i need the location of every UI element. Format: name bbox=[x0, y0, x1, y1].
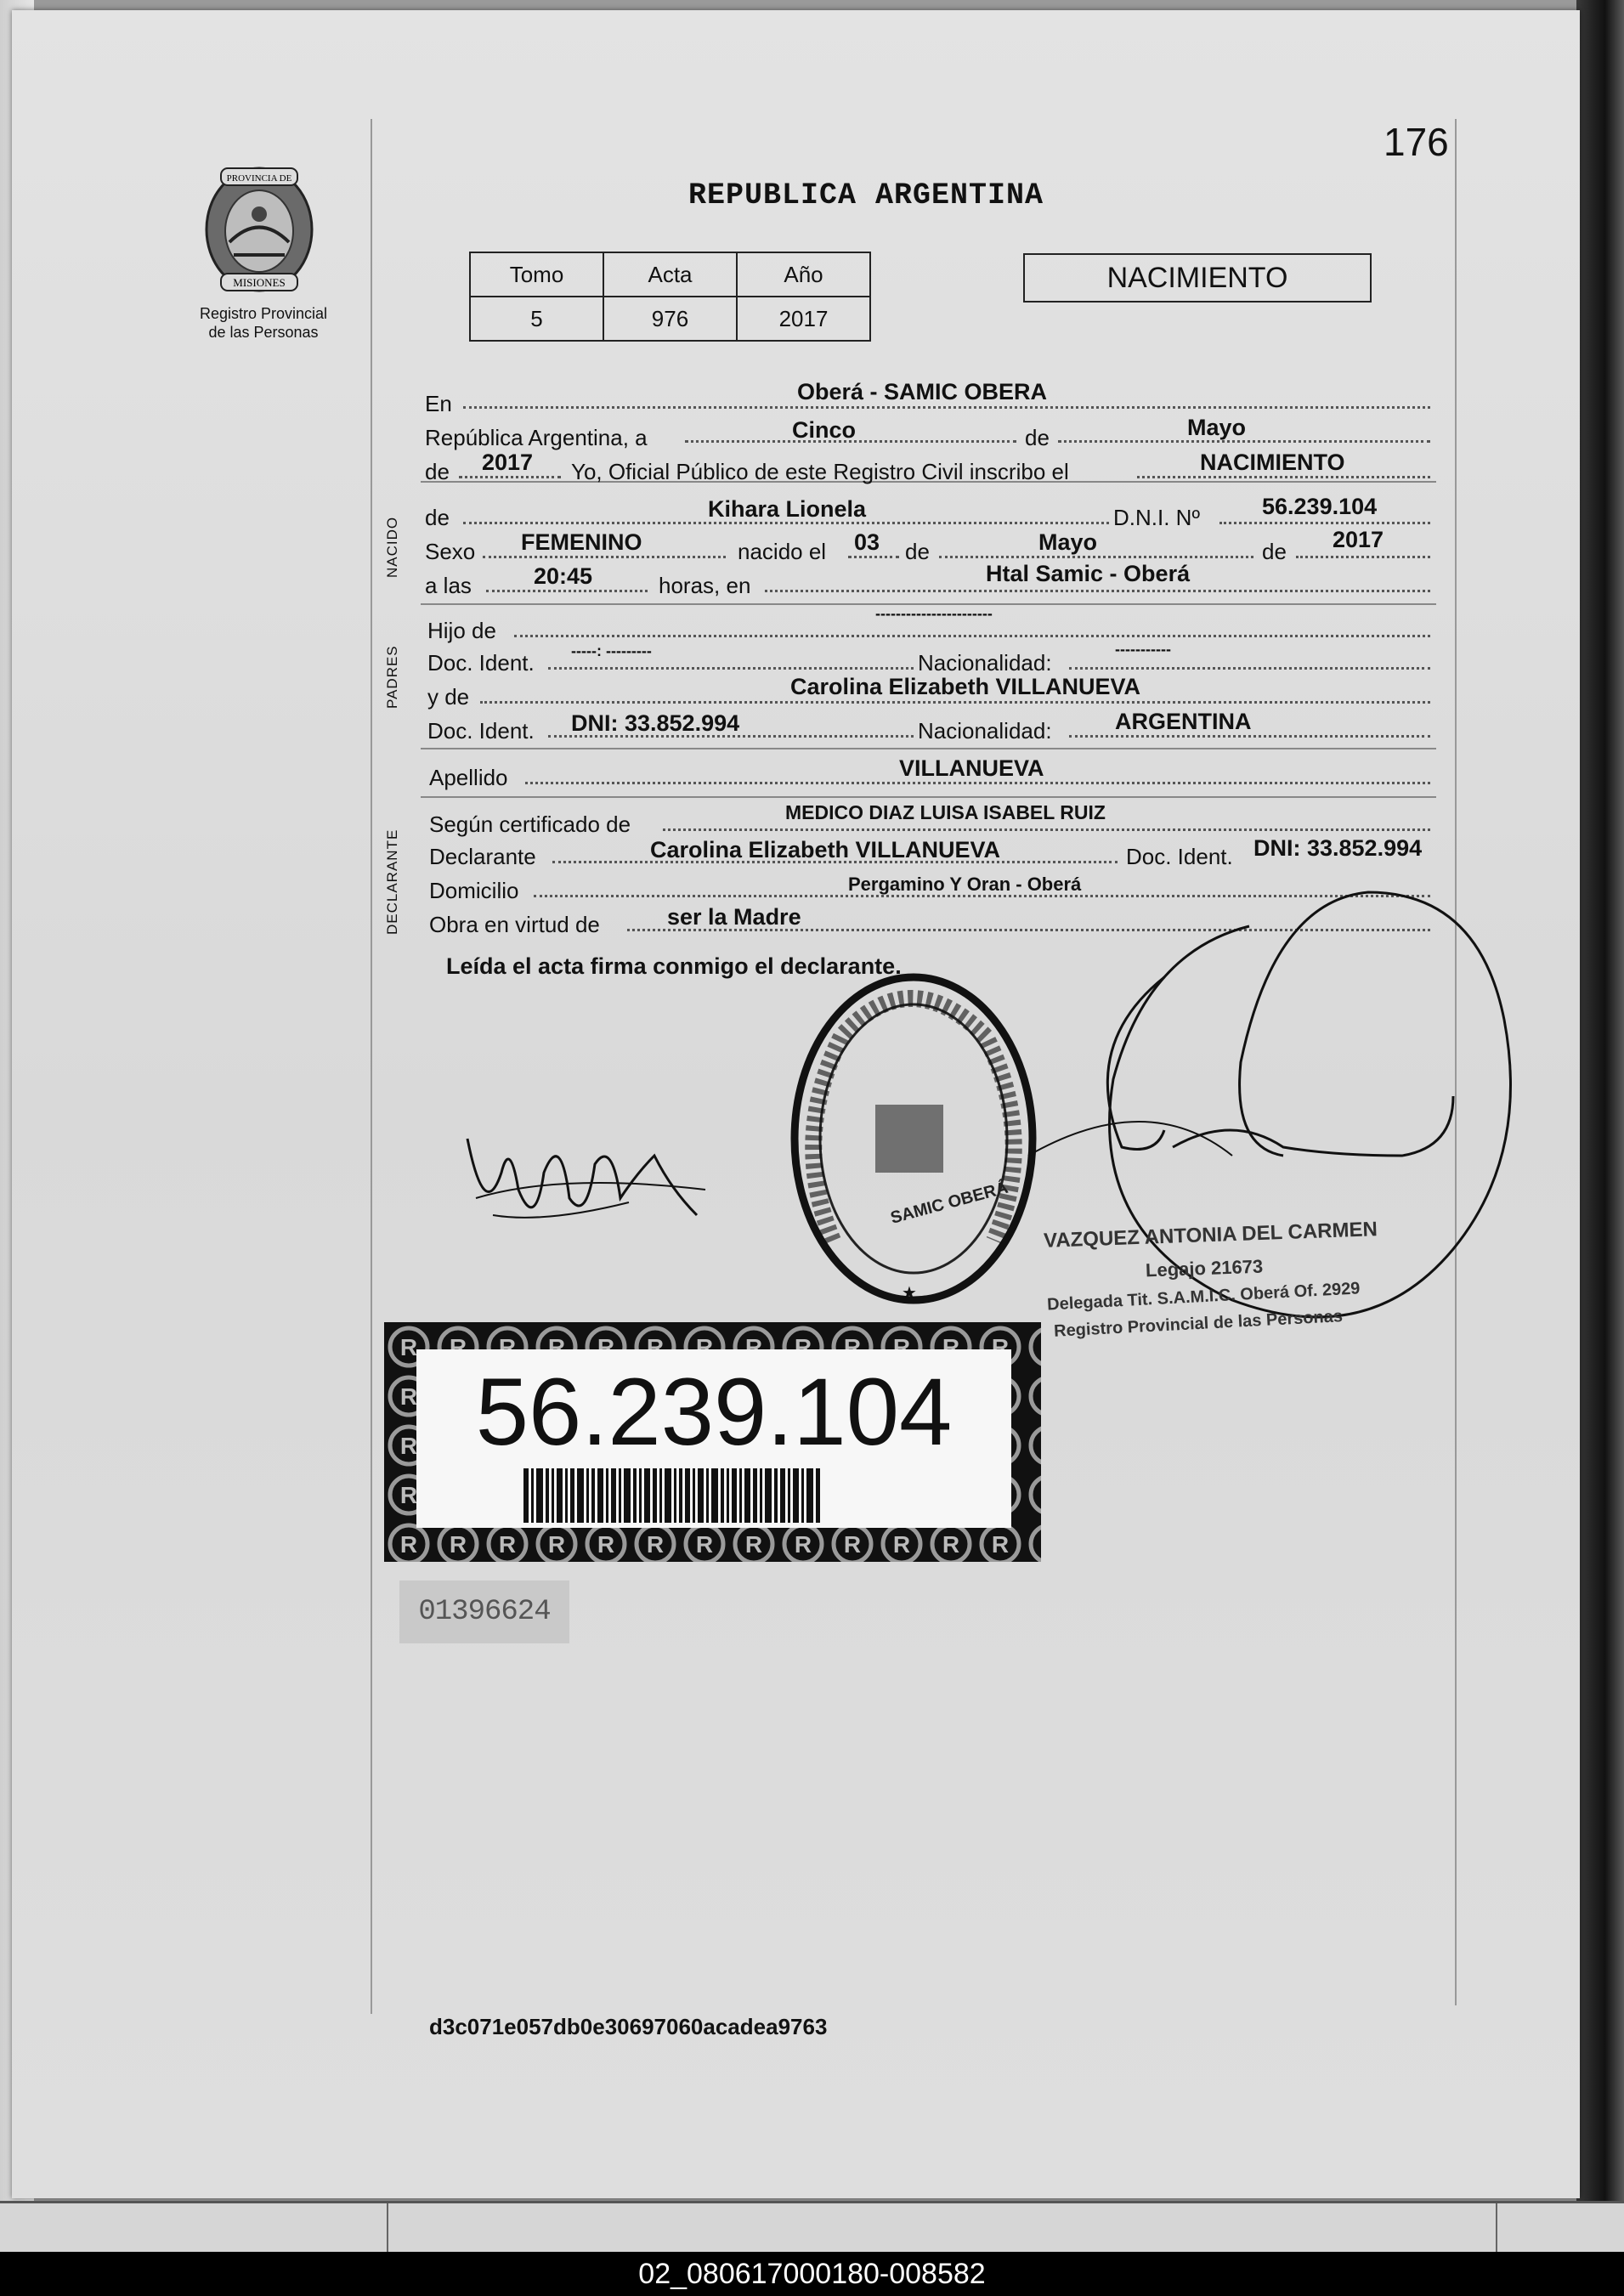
volume-table bbox=[469, 252, 871, 342]
field-father-doc: -----: --------- bbox=[571, 642, 652, 659]
table-header-ano: Año bbox=[737, 252, 870, 297]
label-dni: D.N.I. Nº bbox=[1113, 505, 1200, 530]
field-mother-nationality: ARGENTINA bbox=[1115, 709, 1252, 734]
label-apellido: Apellido bbox=[429, 765, 508, 790]
label-declarant-doc: Doc. Ident. bbox=[1126, 844, 1233, 869]
field-child-name: Kihara Lionela bbox=[708, 496, 867, 522]
field-mother: Carolina Elizabeth VILLANUEVA bbox=[790, 674, 1141, 699]
side-label-declarante: DECLARANTE bbox=[384, 828, 400, 935]
field-inscription: NACIMIENTO bbox=[1200, 450, 1345, 475]
svg-text:★: ★ bbox=[902, 1284, 917, 1303]
registry-name-line1: Registro Provincial bbox=[199, 305, 328, 322]
reading-note: Leída el acta firma conmigo el declarante. bbox=[446, 953, 902, 979]
crest-text-bottom: MISIONES bbox=[233, 276, 286, 289]
country-title: REPUBLICA ARGENTINA bbox=[688, 178, 1044, 212]
page-number: 176 bbox=[1384, 120, 1449, 164]
field-father: ----------------------- bbox=[875, 605, 993, 622]
label-en: En bbox=[425, 391, 452, 416]
field-month: Mayo bbox=[1187, 415, 1247, 440]
field-year: 2017 bbox=[482, 450, 534, 475]
fill-line bbox=[514, 635, 1430, 637]
label-declarante: Declarante bbox=[429, 844, 536, 869]
label-father-nationality: Nacionalidad: bbox=[918, 650, 1052, 676]
fill-line bbox=[459, 476, 561, 478]
dni-label-inner bbox=[416, 1349, 1011, 1528]
label-father-doc: Doc. Ident. bbox=[427, 650, 535, 676]
field-mother-doc: DNI: 33.852.994 bbox=[571, 710, 740, 736]
table-cell-acta: 976 bbox=[603, 297, 737, 341]
label-mother-doc: Doc. Ident. bbox=[427, 718, 535, 744]
label-nacido: nacido el bbox=[738, 539, 827, 564]
seal-inner-text: SAMIC OBERÁ bbox=[888, 1178, 1010, 1228]
field-day-word: Cinco bbox=[792, 417, 857, 443]
field-declarant: Carolina Elizabeth VILLANUEVA bbox=[650, 837, 1001, 862]
record-type-box: NACIMIENTO bbox=[1023, 253, 1372, 303]
side-label-padres: PADRES bbox=[384, 645, 400, 709]
document-hash: d3c071e057db0e30697060acadea9763 bbox=[429, 2014, 828, 2039]
label-de-birth-year: de bbox=[1262, 539, 1287, 564]
label-certificado: Según certificado de bbox=[429, 812, 631, 837]
fill-line bbox=[463, 406, 1430, 409]
fill-line bbox=[848, 556, 899, 558]
crest-text-top: PROVINCIA DE bbox=[226, 173, 292, 184]
field-sex: FEMENINO bbox=[521, 529, 642, 555]
label-sexo: Sexo bbox=[425, 539, 476, 564]
table-header-acta: Acta bbox=[603, 252, 737, 297]
officer-title: Delegada Tit. S.A.M.I.C. Oberá Of. 2929 bbox=[1046, 1279, 1361, 1315]
label-y-de: y de bbox=[427, 684, 470, 710]
left-margin-rule bbox=[371, 119, 372, 2014]
fill-line bbox=[939, 556, 1253, 558]
fill-line bbox=[1069, 667, 1430, 670]
barcode-icon bbox=[523, 1468, 906, 1523]
field-birth-place: Htal Samic - Oberá bbox=[986, 561, 1191, 586]
file-name-bar bbox=[0, 2252, 1624, 2296]
serial-number: 01396624 bbox=[399, 1581, 569, 1643]
binding-edge bbox=[1576, 0, 1624, 2252]
field-reason: ser la Madre bbox=[667, 904, 801, 930]
fill-line bbox=[663, 828, 1430, 831]
registry-name bbox=[170, 304, 357, 342]
file-name: 02_080617000180-008582 bbox=[638, 2258, 986, 2290]
label-republica: República Argentina, a bbox=[425, 425, 648, 450]
label-hijo-de: Hijo de bbox=[427, 618, 496, 643]
label-a-las: a las bbox=[425, 573, 472, 598]
next-page-edge bbox=[0, 2201, 1624, 2254]
fill-line bbox=[525, 782, 1430, 784]
label-de: de bbox=[1025, 425, 1050, 450]
label-mother-nationality: Nacionalidad: bbox=[918, 718, 1052, 744]
section-divider bbox=[421, 796, 1436, 798]
field-time: 20:45 bbox=[534, 563, 593, 589]
label-de-name: de bbox=[425, 505, 450, 530]
table-cell-tomo: 5 bbox=[470, 297, 603, 341]
field-certificate: MEDICO DIAZ LUISA ISABEL RUIZ bbox=[785, 801, 1106, 823]
field-birth-year: 2017 bbox=[1333, 527, 1384, 552]
field-address: Pergamino Y Oran - Oberá bbox=[848, 874, 1082, 895]
fill-line bbox=[765, 590, 1430, 592]
officer-signature-icon bbox=[977, 875, 1538, 1351]
label-obra: Obra en virtud de bbox=[429, 912, 600, 937]
field-dni: 56.239.104 bbox=[1262, 494, 1378, 519]
fill-line bbox=[480, 701, 1430, 704]
label-de-year: de bbox=[425, 459, 450, 484]
label-de-month: de bbox=[905, 539, 930, 564]
field-declarant-doc: DNI: 33.852.994 bbox=[1253, 835, 1423, 861]
fill-line bbox=[483, 556, 726, 558]
field-surname: VILLANUEVA bbox=[899, 755, 1044, 781]
declarant-signature-icon bbox=[459, 1122, 714, 1241]
field-birth-day: 03 bbox=[854, 529, 880, 555]
table-cell-ano: 2017 bbox=[737, 297, 870, 341]
section-divider bbox=[421, 748, 1436, 749]
fill-line bbox=[486, 590, 648, 592]
label-horas: horas, en bbox=[659, 573, 751, 598]
province-crest-icon bbox=[200, 161, 319, 297]
officer-text: Yo, Oficial Público de este Registro Civil inscribo el bbox=[571, 459, 1069, 484]
field-father-nationality: ----------- bbox=[1115, 641, 1171, 658]
fill-line bbox=[1137, 476, 1430, 478]
field-place: Oberá - SAMIC OBERA bbox=[797, 379, 1048, 404]
fill-line bbox=[1219, 522, 1430, 524]
field-birth-month: Mayo bbox=[1038, 529, 1098, 555]
fill-line bbox=[548, 667, 914, 670]
label-domicilio: Domicilio bbox=[429, 878, 519, 903]
officer-name: VAZQUEZ ANTONIA DEL CARMEN bbox=[1043, 1218, 1378, 1253]
officer-legajo: Legajo 21673 bbox=[1145, 1255, 1264, 1281]
side-label-nacido: NACIDO bbox=[384, 516, 400, 578]
officer-registry: Registro Provincial de las Personas bbox=[1053, 1307, 1344, 1341]
registry-name-line2: de las Personas bbox=[208, 324, 319, 341]
table-header-tomo: Tomo bbox=[470, 252, 603, 297]
fill-line bbox=[1296, 556, 1430, 558]
dni-label-sticker bbox=[384, 1322, 1041, 1562]
fill-line bbox=[1069, 735, 1430, 738]
dni-label-number: 56.239.104 bbox=[475, 1359, 953, 1465]
